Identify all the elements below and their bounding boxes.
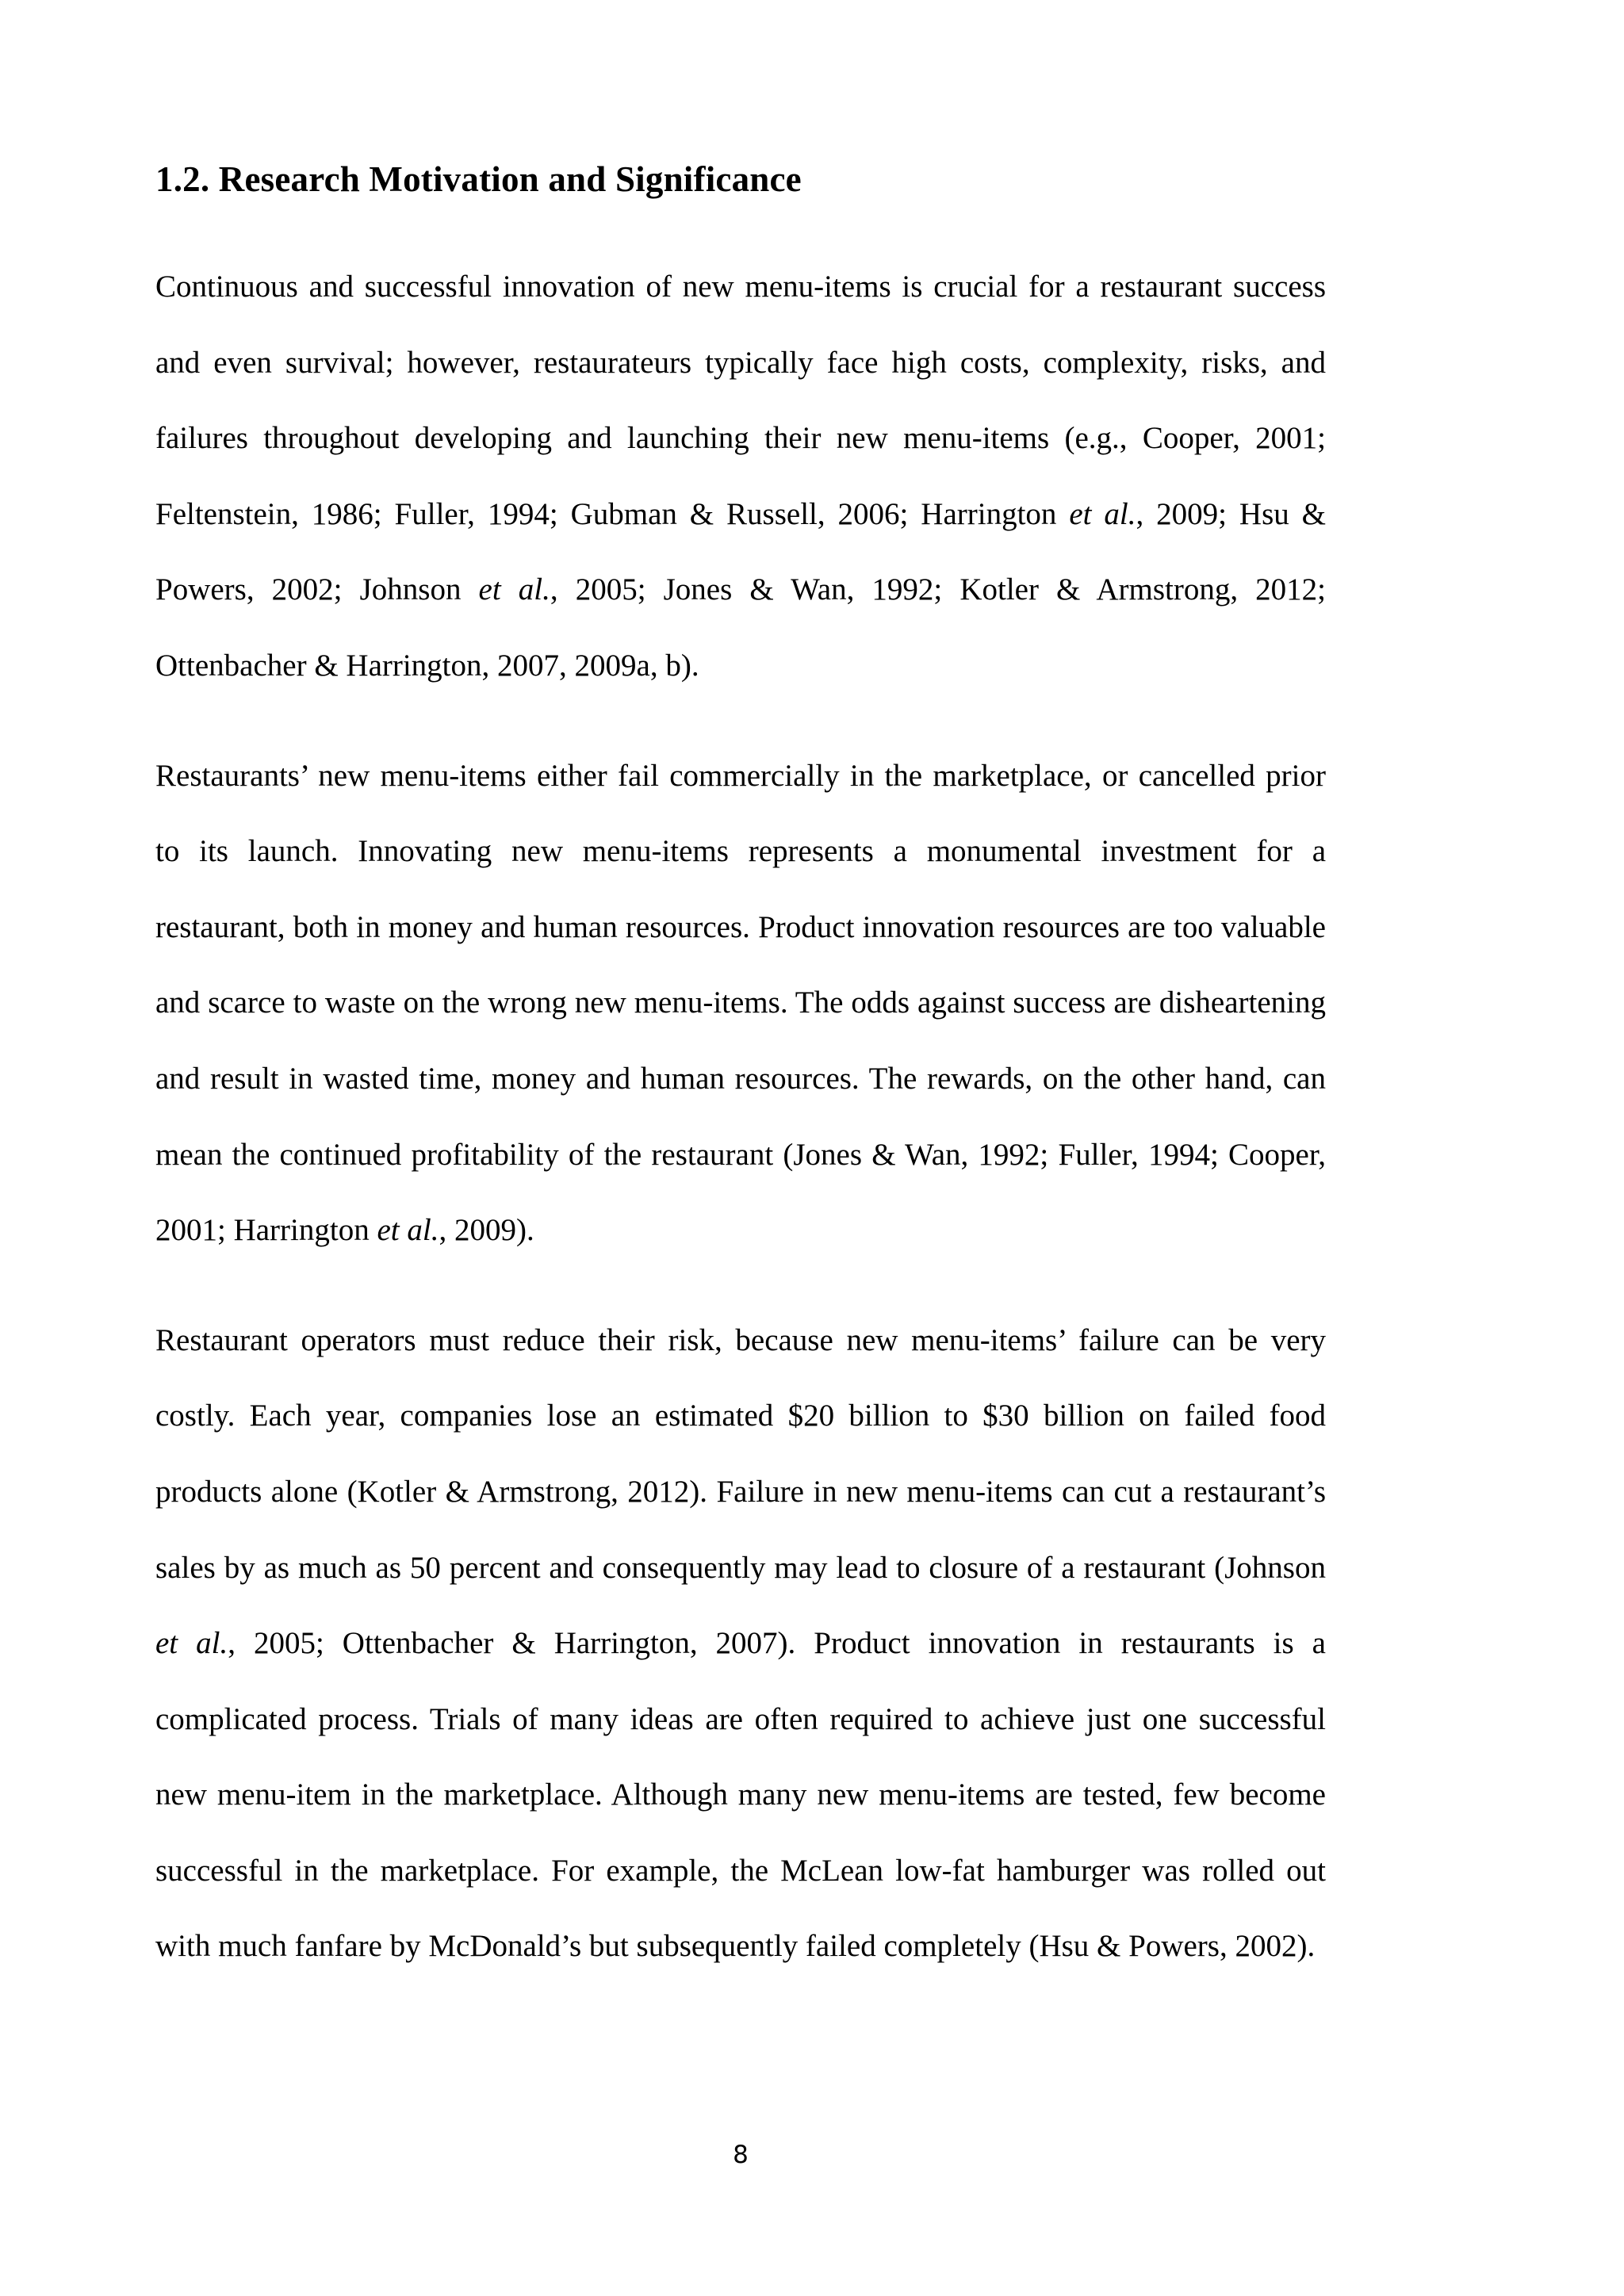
text-run: Continuous and successful innovation of new menu-items is crucial for a restaurant success and even survival; however, restaurateurs typically face high costs, complexity, risks, and failures throughout developing and launching their new menu-items (e.g., Cooper, 2001; Feltenstein, 1986; Fuller, 1994; Gubman & Russell, 2006; Harrington	[155, 270, 1326, 531]
italic-run: et al.	[1069, 496, 1136, 531]
text-run: , 2005; Jones & Wan, 1992; Kotler & Armstrong, 2012; Ottenbacher & Harrington, 2007, 2009a, b).	[155, 572, 1326, 683]
text-run: Restaurants’ new menu-items either fail commercially in the marketplace, or cancelled prior to its launch. Innovating new menu-items represents a monumental investment for a restaurant, both in money and human resources. Product innovation resources are too valuable and scarce to waste on the wrong new menu-items. The odds against success are disheartening and result in wasted time, money and human resources. The rewards, on the other hand, can mean the continued profitability of the restaurant (Jones & Wan, 1992; Fuller, 1994; Cooper, 2001; Harrington	[155, 758, 1326, 1248]
text-run: , 2005; Ottenbacher & Harrington, 2007). Product innovation in restaurants is a complicated process. Trials of many ideas are often required to achieve just one successful new menu-item in the marketplace. Although many new menu-items are tested, few become successful in the marketplace. For example, the McLean low-fat hamburger was rolled out with much fanfare by McDonald’s but subsequently failed completely (Hsu & Powers, 2002).	[155, 1626, 1326, 1964]
body-paragraph	[155, 738, 1326, 1269]
italic-run: et al.	[155, 1626, 228, 1661]
section-heading: 1.2. Research Motivation and Significance	[155, 159, 802, 199]
italic-run: et al.	[478, 572, 550, 607]
body-paragraph	[155, 249, 1326, 704]
italic-run: et al.	[377, 1213, 439, 1248]
page-content	[155, 155, 1326, 2019]
page-number: 8	[733, 2141, 749, 2169]
text-run: Restaurant operators must reduce their risk, because new menu-items’ failure can be very costly. Each year, companies lose an estimated $20 billion to $30 billion on failed food products alone (Kotler & Armstrong, 2012). Failure in new menu-items can cut a restaurant’s sales by as much as 50 percent and consequently may lead to closure of a restaurant (Johnson	[155, 1322, 1326, 1585]
text-run: , 2009; Hsu & Powers, 2002; Johnson	[155, 496, 1327, 607]
text-run: , 2009).	[439, 1213, 534, 1248]
body-paragraph	[155, 1303, 1326, 1984]
